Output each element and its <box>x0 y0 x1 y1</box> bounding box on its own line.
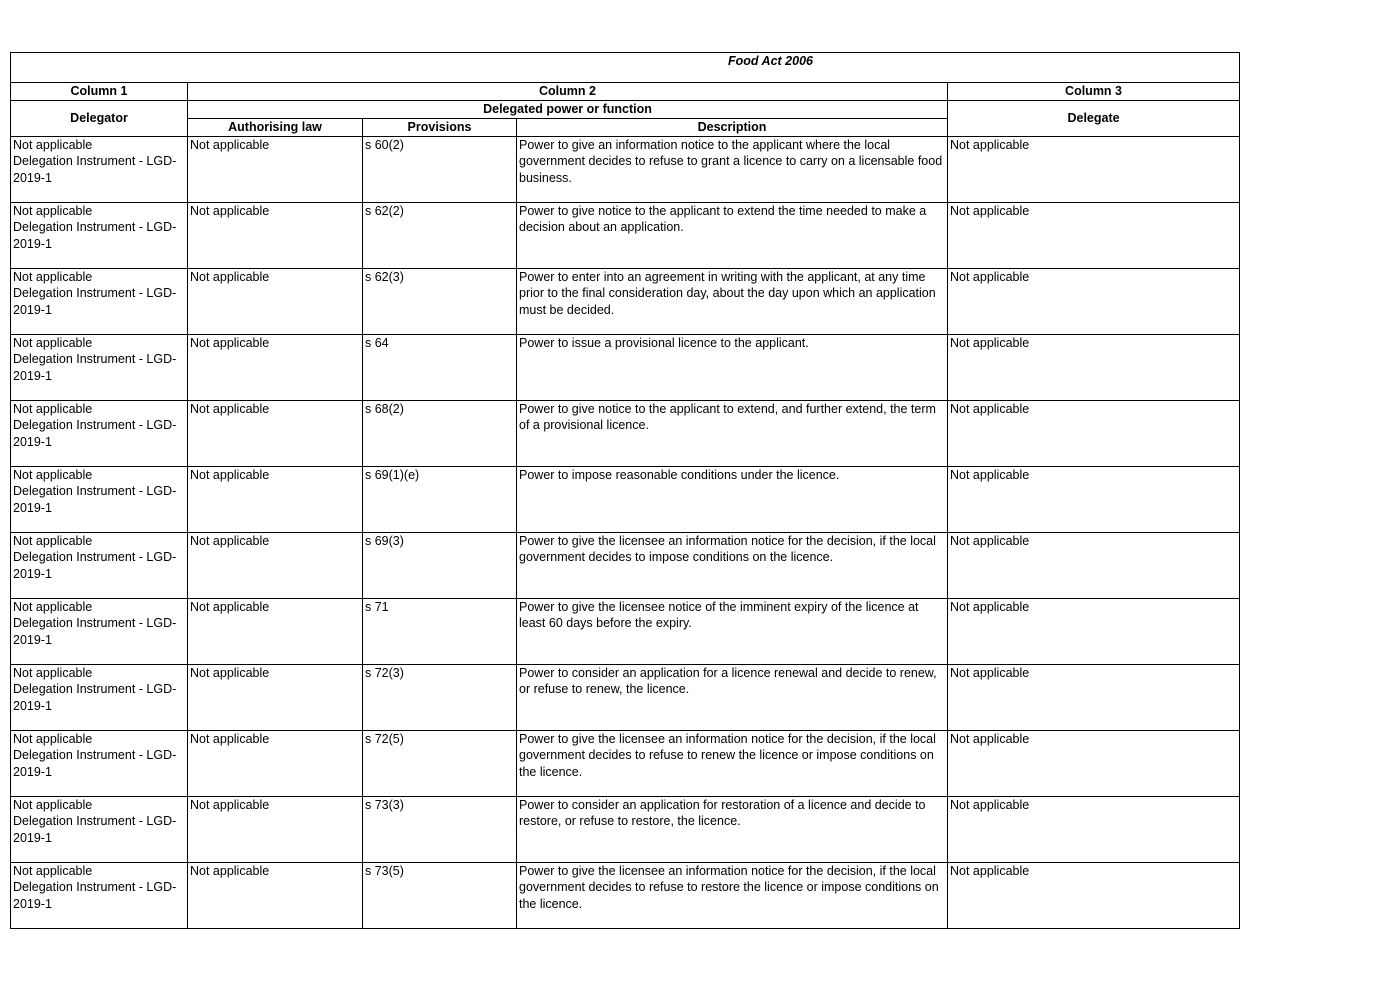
delegator-cell <box>11 731 188 797</box>
authorising-law-cell: Not applicable <box>188 335 363 401</box>
delegator-cell <box>11 533 188 599</box>
delegator-line: 2019-1 <box>13 896 52 911</box>
delegator-line: Delegation Instrument - LGD- <box>13 682 177 697</box>
provision-cell: s 62(2) <box>363 203 517 269</box>
delegator-line: Not applicable <box>13 534 93 548</box>
authorising-law-header: Authorising law <box>188 119 363 137</box>
provision-cell: s 72(3) <box>363 665 517 731</box>
description-header: Description <box>517 119 948 137</box>
delegator-line: Delegation Instrument - LGD- <box>13 286 177 301</box>
description-cell: Power to enter into an agreement in writing with the applicant, at any time prior to the final consideration day, about the day upon which an application must be decided. <box>517 269 948 335</box>
provision-cell: s 62(3) <box>363 269 517 335</box>
title-cell <box>11 53 1240 83</box>
table-row <box>11 599 1240 665</box>
description-cell: Power to give the licensee an information notice for the decision, if the local government decides to impose conditions on the licence. <box>517 533 948 599</box>
description-cell: Power to give an information notice to the applicant where the local government decides to refuse to grant a licence to carry on a licensable food business. <box>517 137 948 203</box>
delegator-cell <box>11 863 188 929</box>
delegator-line: 2019-1 <box>13 566 52 581</box>
delegate-cell: Not applicable <box>948 137 1240 203</box>
delegate-cell: Not applicable <box>948 665 1240 731</box>
provision-cell: s 69(3) <box>363 533 517 599</box>
page-title: Food Act 2006 <box>728 54 813 68</box>
delegator-line: Not applicable <box>13 336 93 350</box>
table-row <box>11 335 1240 401</box>
delegator-line: Not applicable <box>13 864 93 878</box>
delegated-power-header: Delegated power or function <box>188 101 948 119</box>
delegator-line: Not applicable <box>13 732 93 746</box>
delegator-line: Not applicable <box>13 798 93 812</box>
delegator-line: 2019-1 <box>13 302 52 317</box>
provision-cell: s 73(3) <box>363 797 517 863</box>
table-row <box>11 863 1240 929</box>
delegator-line: Not applicable <box>13 468 93 482</box>
delegator-cell <box>11 137 188 203</box>
table-row <box>11 467 1240 533</box>
table-row <box>11 137 1240 203</box>
delegator-line: Delegation Instrument - LGD- <box>13 616 177 631</box>
column1-header: Column 1 <box>11 83 188 101</box>
delegator-line: 2019-1 <box>13 368 52 383</box>
delegator-line: Delegation Instrument - LGD- <box>13 154 177 169</box>
delegator-cell <box>11 599 188 665</box>
delegator-line: Delegation Instrument - LGD- <box>13 748 177 763</box>
delegator-line: Not applicable <box>13 600 93 614</box>
delegator-line: Delegation Instrument - LGD- <box>13 880 177 895</box>
table-row <box>11 731 1240 797</box>
authorising-law-cell: Not applicable <box>188 797 363 863</box>
authorising-law-cell: Not applicable <box>188 665 363 731</box>
authorising-law-cell: Not applicable <box>188 533 363 599</box>
description-cell: Power to consider an application for restoration of a licence and decide to restore, or refuse to restore, the licence. <box>517 797 948 863</box>
table-row <box>11 401 1240 467</box>
provision-cell: s 71 <box>363 599 517 665</box>
delegator-line: 2019-1 <box>13 434 52 449</box>
provision-cell: s 60(2) <box>363 137 517 203</box>
table-row <box>11 269 1240 335</box>
delegate-header: Delegate <box>948 101 1240 137</box>
authorising-law-cell: Not applicable <box>188 401 363 467</box>
delegator-cell <box>11 797 188 863</box>
description-cell: Power to give notice to the applicant to extend, and further extend, the term of a provisional licence. <box>517 401 948 467</box>
description-cell: Power to give the licensee notice of the imminent expiry of the licence at least 60 days before the expiry. <box>517 599 948 665</box>
provision-cell: s 68(2) <box>363 401 517 467</box>
authorising-law-cell: Not applicable <box>188 467 363 533</box>
delegate-cell: Not applicable <box>948 269 1240 335</box>
delegator-line: Not applicable <box>13 402 93 416</box>
provision-cell: s 69(1)(e) <box>363 467 517 533</box>
delegator-line: Delegation Instrument - LGD- <box>13 352 177 367</box>
table-row <box>11 203 1240 269</box>
delegator-cell <box>11 203 188 269</box>
description-cell: Power to give the licensee an information notice for the decision, if the local government decides to refuse to restore the licence or impose conditions on the licence. <box>517 863 948 929</box>
authorising-law-cell: Not applicable <box>188 203 363 269</box>
delegator-line: 2019-1 <box>13 830 52 845</box>
delegator-cell <box>11 269 188 335</box>
delegator-header: Delegator <box>11 101 188 137</box>
delegator-line: 2019-1 <box>13 236 52 251</box>
delegate-cell: Not applicable <box>948 731 1240 797</box>
delegate-cell: Not applicable <box>948 533 1240 599</box>
header-row-groups <box>11 101 1240 119</box>
authorising-law-cell: Not applicable <box>188 863 363 929</box>
delegation-table <box>10 52 1240 929</box>
delegate-cell: Not applicable <box>948 203 1240 269</box>
delegator-line: 2019-1 <box>13 500 52 515</box>
header-row-columns <box>11 83 1240 101</box>
title-row <box>11 53 1240 83</box>
delegator-line: 2019-1 <box>13 764 52 779</box>
delegate-cell: Not applicable <box>948 599 1240 665</box>
delegator-line: Not applicable <box>13 138 93 152</box>
delegator-line: Not applicable <box>13 204 93 218</box>
column3-header: Column 3 <box>948 83 1240 101</box>
provision-cell: s 73(5) <box>363 863 517 929</box>
description-cell: Power to issue a provisional licence to the applicant. <box>517 335 948 401</box>
delegator-line: Not applicable <box>13 666 93 680</box>
delegator-line: Delegation Instrument - LGD- <box>13 220 177 235</box>
delegator-line: Delegation Instrument - LGD- <box>13 550 177 565</box>
delegator-line: Delegation Instrument - LGD- <box>13 484 177 499</box>
authorising-law-cell: Not applicable <box>188 731 363 797</box>
description-cell: Power to give the licensee an information notice for the decision, if the local government decides to refuse to renew the licence or impose conditions on the licence. <box>517 731 948 797</box>
delegate-cell: Not applicable <box>948 863 1240 929</box>
delegate-cell: Not applicable <box>948 401 1240 467</box>
delegator-cell <box>11 401 188 467</box>
delegator-line: Delegation Instrument - LGD- <box>13 418 177 433</box>
delegator-line: 2019-1 <box>13 632 52 647</box>
delegator-line: 2019-1 <box>13 698 52 713</box>
authorising-law-cell: Not applicable <box>188 269 363 335</box>
delegator-cell <box>11 467 188 533</box>
provision-cell: s 64 <box>363 335 517 401</box>
delegator-line: 2019-1 <box>13 170 52 185</box>
delegator-line: Not applicable <box>13 270 93 284</box>
description-cell: Power to impose reasonable conditions under the licence. <box>517 467 948 533</box>
delegate-cell: Not applicable <box>948 797 1240 863</box>
table-row <box>11 533 1240 599</box>
delegator-cell <box>11 665 188 731</box>
authorising-law-cell: Not applicable <box>188 137 363 203</box>
delegator-cell <box>11 335 188 401</box>
authorising-law-cell: Not applicable <box>188 599 363 665</box>
delegate-cell: Not applicable <box>948 467 1240 533</box>
delegator-line: Delegation Instrument - LGD- <box>13 814 177 829</box>
delegate-cell: Not applicable <box>948 335 1240 401</box>
provisions-header: Provisions <box>363 119 517 137</box>
column2-header: Column 2 <box>188 83 948 101</box>
table-row <box>11 665 1240 731</box>
table-row <box>11 797 1240 863</box>
provision-cell: s 72(5) <box>363 731 517 797</box>
description-cell: Power to give notice to the applicant to extend the time needed to make a decision about an application. <box>517 203 948 269</box>
description-cell: Power to consider an application for a licence renewal and decide to renew, or refuse to renew, the licence. <box>517 665 948 731</box>
